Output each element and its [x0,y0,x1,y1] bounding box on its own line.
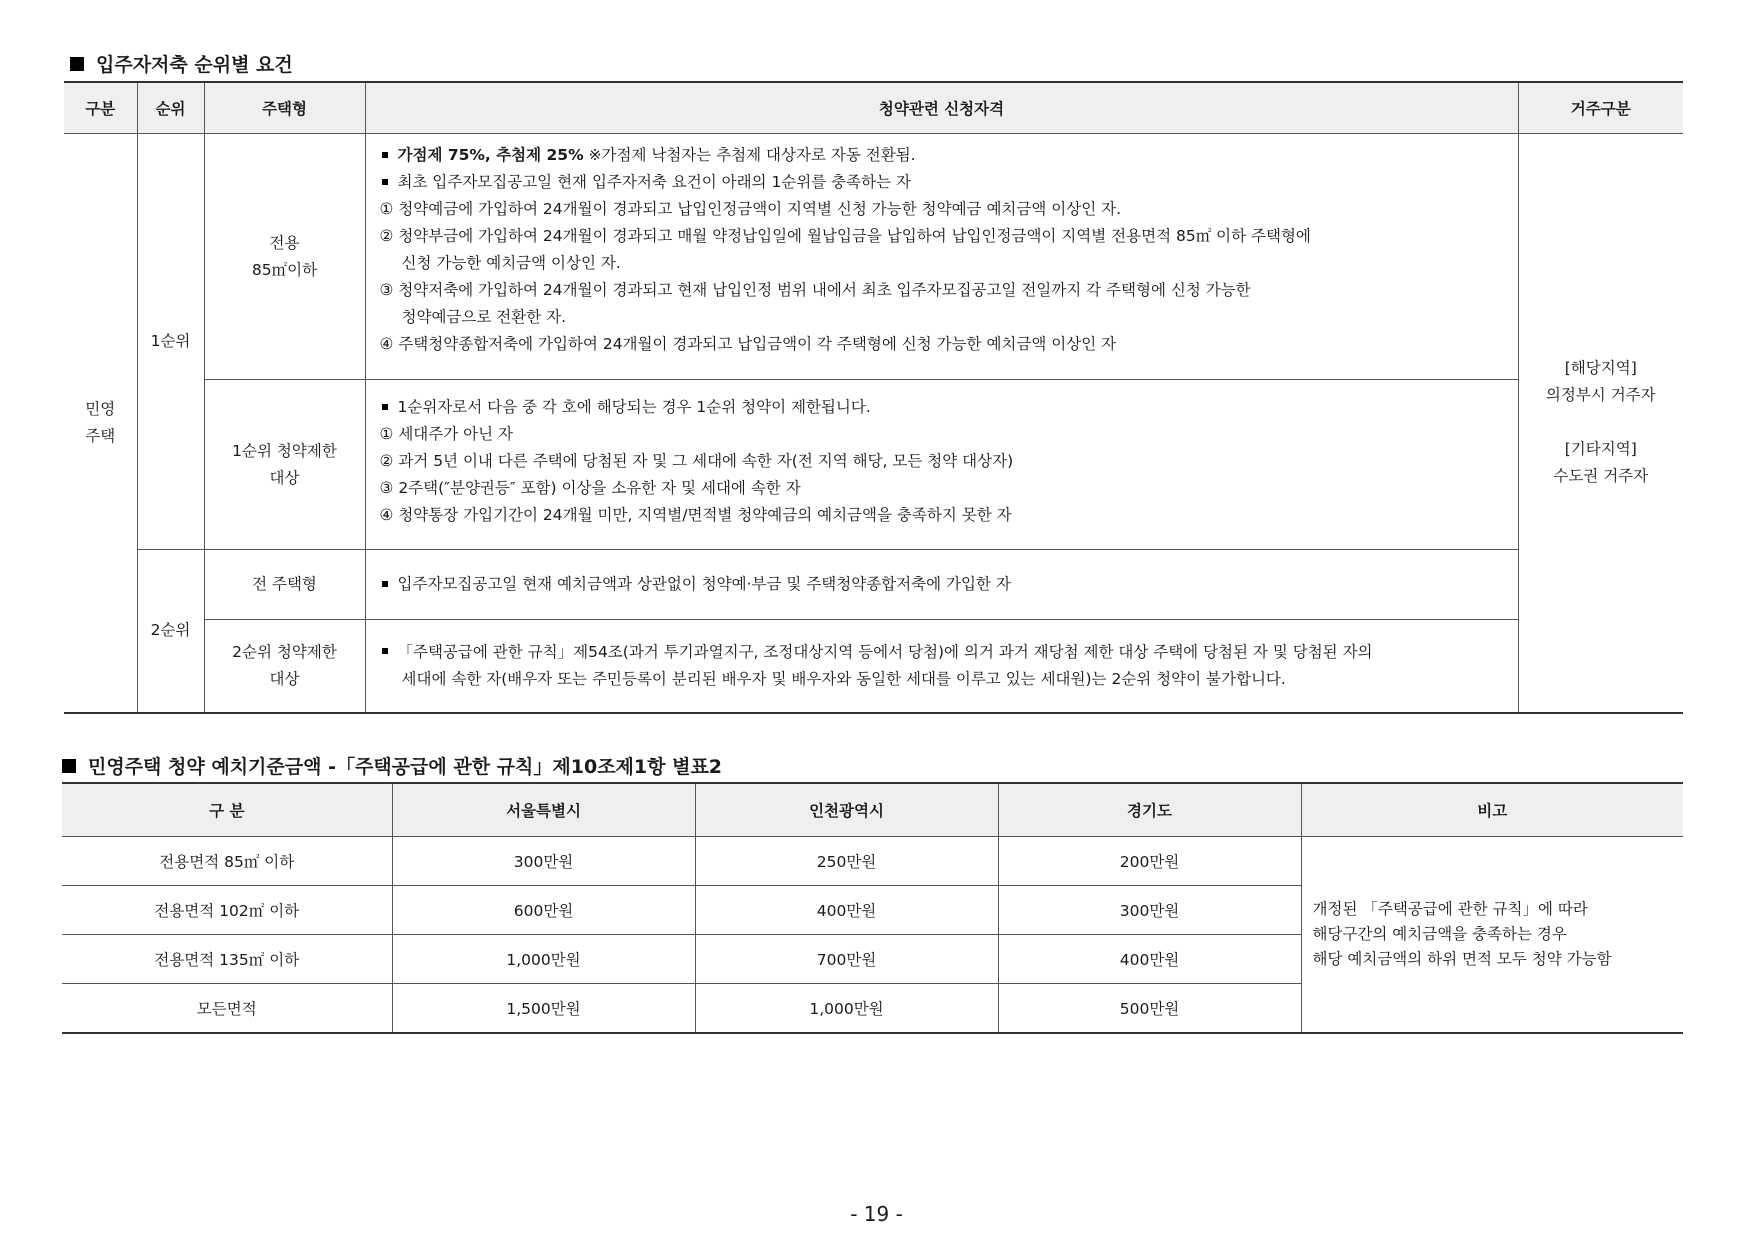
section2-title: 민영주택 청약 예치기준금액 -「주택공급에 관한 규칙」제10조제1항 별표2 [88,756,723,778]
list-item: ③ 청약저축에 가입하여 24개월이 경과되고 현재 납입인정 범위 내에서 최초 입주자모집공고일 전일까지 각 주택형에 신청 가능한 [379,281,1251,299]
header-category: 구분 [64,82,137,134]
line-text: 「주택공급에 관한 규칙」제54조(과거 투기과열지구, 조정대상지역 등에서 당첨)에 의거 과거 재당첨 제한 대상 주택에 당첨된 자 및 당첨된 자의 [397,642,1373,661]
bold-lead: 가점제 75%, 추첨제 25% [397,146,584,164]
table-row [64,620,1683,713]
page-number: - 19 - [850,1202,903,1226]
bullet-icon [382,581,388,587]
amount-cell: 1,000만원 [392,935,695,984]
amount-cell: 1,000만원 [695,984,998,1034]
qualification-cell [365,134,1518,380]
note-line: 해당구간의 예치금액을 충족하는 경우 [1312,925,1567,943]
note-line: 해당 예치금액의 하위 면적 모두 청약 가능함 [1312,950,1612,968]
area-cell: 모든면적 [62,984,392,1034]
list-item [380,142,1504,169]
table-header-row [64,82,1683,134]
header-residence: 거주구분 [1518,82,1683,134]
residence-line: [해당지역] [1564,359,1637,378]
list-item: 세대에 속한 자(배우자 또는 주민등록이 분리된 배우자 및 배우자와 동일한 세대를 이루고 있는 세대원)는 2순위 청약이 불가합니다. [401,669,1286,688]
area-cell: 전용면적 135㎡ 이하 [62,935,392,984]
amount-cell: 600만원 [392,886,695,935]
residence-line: 수도권 거주자 [1553,467,1649,486]
section2-heading [62,752,722,779]
list-item: ④ 주택청약종합저축에 가입하여 24개월이 경과되고 납입금액이 각 주택형에 신청 가능한 예치금액 이상인 자 [379,335,1117,353]
list-item [380,571,1504,598]
header-division: 구 분 [62,783,392,837]
deposit-standard-table [62,782,1683,1034]
amount-cell: 400만원 [998,935,1301,984]
list-item: 청약예금으로 전환한 자. [401,308,567,326]
type-line: 85㎡이하 [251,260,318,279]
table-header-row [62,783,1683,837]
header-gyeonggi: 경기도 [998,783,1301,837]
note-cell [1301,837,1683,1034]
list-item [380,169,1504,196]
bullet-icon [382,404,388,410]
list-item: ① 세대주가 아닌 자 [379,425,513,443]
header-note: 비고 [1301,783,1683,837]
section1-title: 입주자저축 순위별 요건 [96,54,293,76]
residence-line [1519,409,1684,436]
list-item: 신청 가능한 예치금액 이상인 자. [401,254,621,272]
list-item [380,639,1504,666]
category-line: 민영 [85,399,116,418]
amount-cell: 1,500만원 [392,984,695,1034]
list-item [380,394,1504,421]
table-row [64,550,1683,620]
area-cell: 전용면적 102㎡ 이하 [62,886,392,935]
amount-cell: 700만원 [695,935,998,984]
square-bullet-icon [62,759,76,773]
list-item: ① 청약예금에 가입하여 24개월이 경과되고 납입인정금액이 지역별 신청 가능한 청약예금 예치금액 이상인 자. [379,200,1122,218]
housing-type-cell [204,134,365,380]
type-line: 대상 [269,468,300,487]
line-text: 입주자모집공고일 현재 예치금액과 상관없이 청약예·부금 및 주택청약종합저축에 가입한 자 [397,575,1011,593]
qualification-cell [365,620,1518,713]
table-row [64,380,1683,550]
list-item: ② 과거 5년 이내 다른 주택에 당첨된 자 및 그 세대에 속한 자(전 지역 해당, 모든 청약 대상자) [379,452,1014,470]
rank1-cell: 1순위 [137,134,204,550]
list-item: ④ 청약통장 가입기간이 24개월 미만, 지역별/면적별 청약예금의 예치금액을 충족하지 못한 자 [379,506,1012,524]
amount-cell: 250만원 [695,837,998,886]
amount-cell: 500만원 [998,984,1301,1034]
type-line: 2순위 청약제한 [232,642,337,661]
table-row [64,134,1683,380]
header-housing-type: 주택형 [204,82,365,134]
line-text: 1순위자로서 다음 중 각 호에 해당되는 경우 1순위 청약이 제한됩니다. [397,398,871,416]
amount-cell: 300만원 [392,837,695,886]
subscription-requirements-table [64,81,1683,714]
qualification-cell [365,380,1518,550]
header-incheon: 인천광역시 [695,783,998,837]
amount-cell: 400만원 [695,886,998,935]
amount-cell: 300만원 [998,886,1301,935]
residence-line: [기타지역] [1564,440,1637,459]
table-row [62,837,1683,886]
bullet-icon [382,179,388,185]
section1-heading [70,50,293,77]
rank2-cell: 2순위 [137,550,204,713]
note-line: 개정된 「주택공급에 관한 규칙」에 따라 [1312,900,1588,918]
list-item: ③ 2주택(″분양권등″ 포함) 이상을 소유한 자 및 세대에 속한 자 [379,479,801,497]
residence-cell [1518,134,1683,713]
qualification-cell [365,550,1518,620]
housing-type-cell [204,620,365,713]
list-item: ② 청약부금에 가입하여 24개월이 경과되고 매월 약정납입일에 월납입금을 납입하여 납입인정금액이 지역별 전용면적 85㎡ 이하 주택형에 [379,227,1311,245]
category-line: 주택 [85,426,116,445]
area-cell: 전용면적 85㎡ 이하 [62,837,392,886]
bullet-icon [382,648,388,654]
category-cell [64,134,137,713]
type-line: 전용 [269,233,300,252]
type-line: 대상 [269,669,300,688]
type-line: 1순위 청약제한 [232,441,337,460]
bullet-icon [382,152,388,158]
header-qualification: 청약관련 신청자격 [365,82,1518,134]
header-rank: 순위 [137,82,204,134]
line-text: 최초 입주자모집공고일 현재 입주자저축 요건이 아래의 1순위를 충족하는 자 [397,173,911,191]
header-seoul: 서울특별시 [392,783,695,837]
housing-type-cell: 전 주택형 [204,550,365,620]
housing-type-cell [204,380,365,550]
amount-cell: 200만원 [998,837,1301,886]
lead-rest: ※가점제 낙첨자는 추첨제 대상자로 자동 전환됨. [583,146,916,164]
residence-line: 의정부시 거주자 [1545,386,1656,405]
square-bullet-icon [70,57,84,71]
